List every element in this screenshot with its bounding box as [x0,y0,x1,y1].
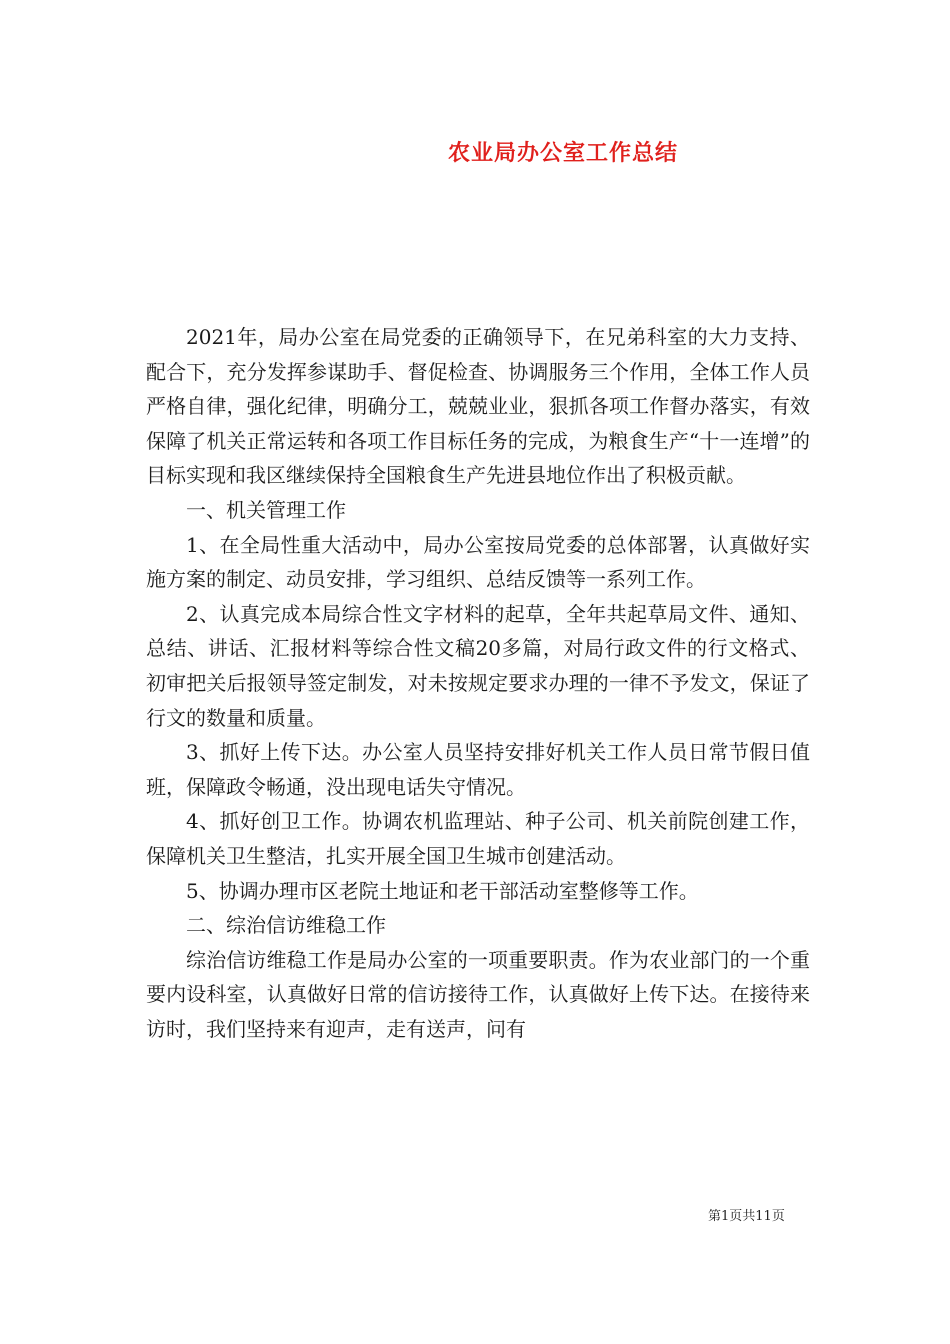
document-body [146,320,810,1046]
document-title: 农业局办公室工作总结 [448,141,679,166]
paragraph-section-2: 综治信访维稳工作是局办公室的一项重要职责。作为农业部门的一个重要内设科室，认真做好日常的信访接待工作，认真做好上传下达。在接待来访时，我们坚持来有迎声，走有送声，问有 [146,947,810,1041]
section-heading-1: 一、机关管理工作 [186,497,346,522]
paragraph-item-1: 1、在全局性重大活动中，局办公室按局党委的总体部署，认真做好实施方案的制定、动员安排，学习组织、总结反馈等一系列工作。 [146,532,810,592]
page-number-footer: 第1页共11页 [708,1209,785,1224]
paragraph-item-2: 2、认真完成本局综合性文字材料的起草，全年共起草局文件、通知、总结、讲话、汇报材料等综合性文稿20多篇，对局行政文件的行文格式、初审把关后报领导签定制发，对未按规定要求办理的一律不予发文，保证了行文的数量和质量。 [146,601,810,730]
paragraph-item-4: 4、抓好创卫工作。协调农机监理站、种子公司、机关前院创建工作，保障机关卫生整洁，扎实开展全国卫生城市创建活动。 [146,809,810,868]
paragraph-item-3: 3、抓好上传下达。办公室人员坚持安排好机关工作人员日常节假日值班，保障政令畅通，没出现电话失守情况。 [146,740,810,799]
section-heading-2: 二、综治信访维稳工作 [186,913,386,938]
paragraph-item-5: 5、协调办理市区老院土地证和老干部活动室整修等工作。 [186,878,699,903]
paragraph-intro: 2021年，局办公室在局党委的正确领导下，在兄弟科室的大力支持、配合下，充分发挥参谋助手、督促检查、协调服务三个作用，全体工作人员严格自律，强化纪律，明确分工，兢兢业业，狠抓各项工作督办落实，有效保障了机关正常运转和各项工作目标任务的完成，为粮食生产“十一连增”的目标实现和我区继续保持全国粮食生产先进县地位作出了积极贡献。 [146,325,810,488]
